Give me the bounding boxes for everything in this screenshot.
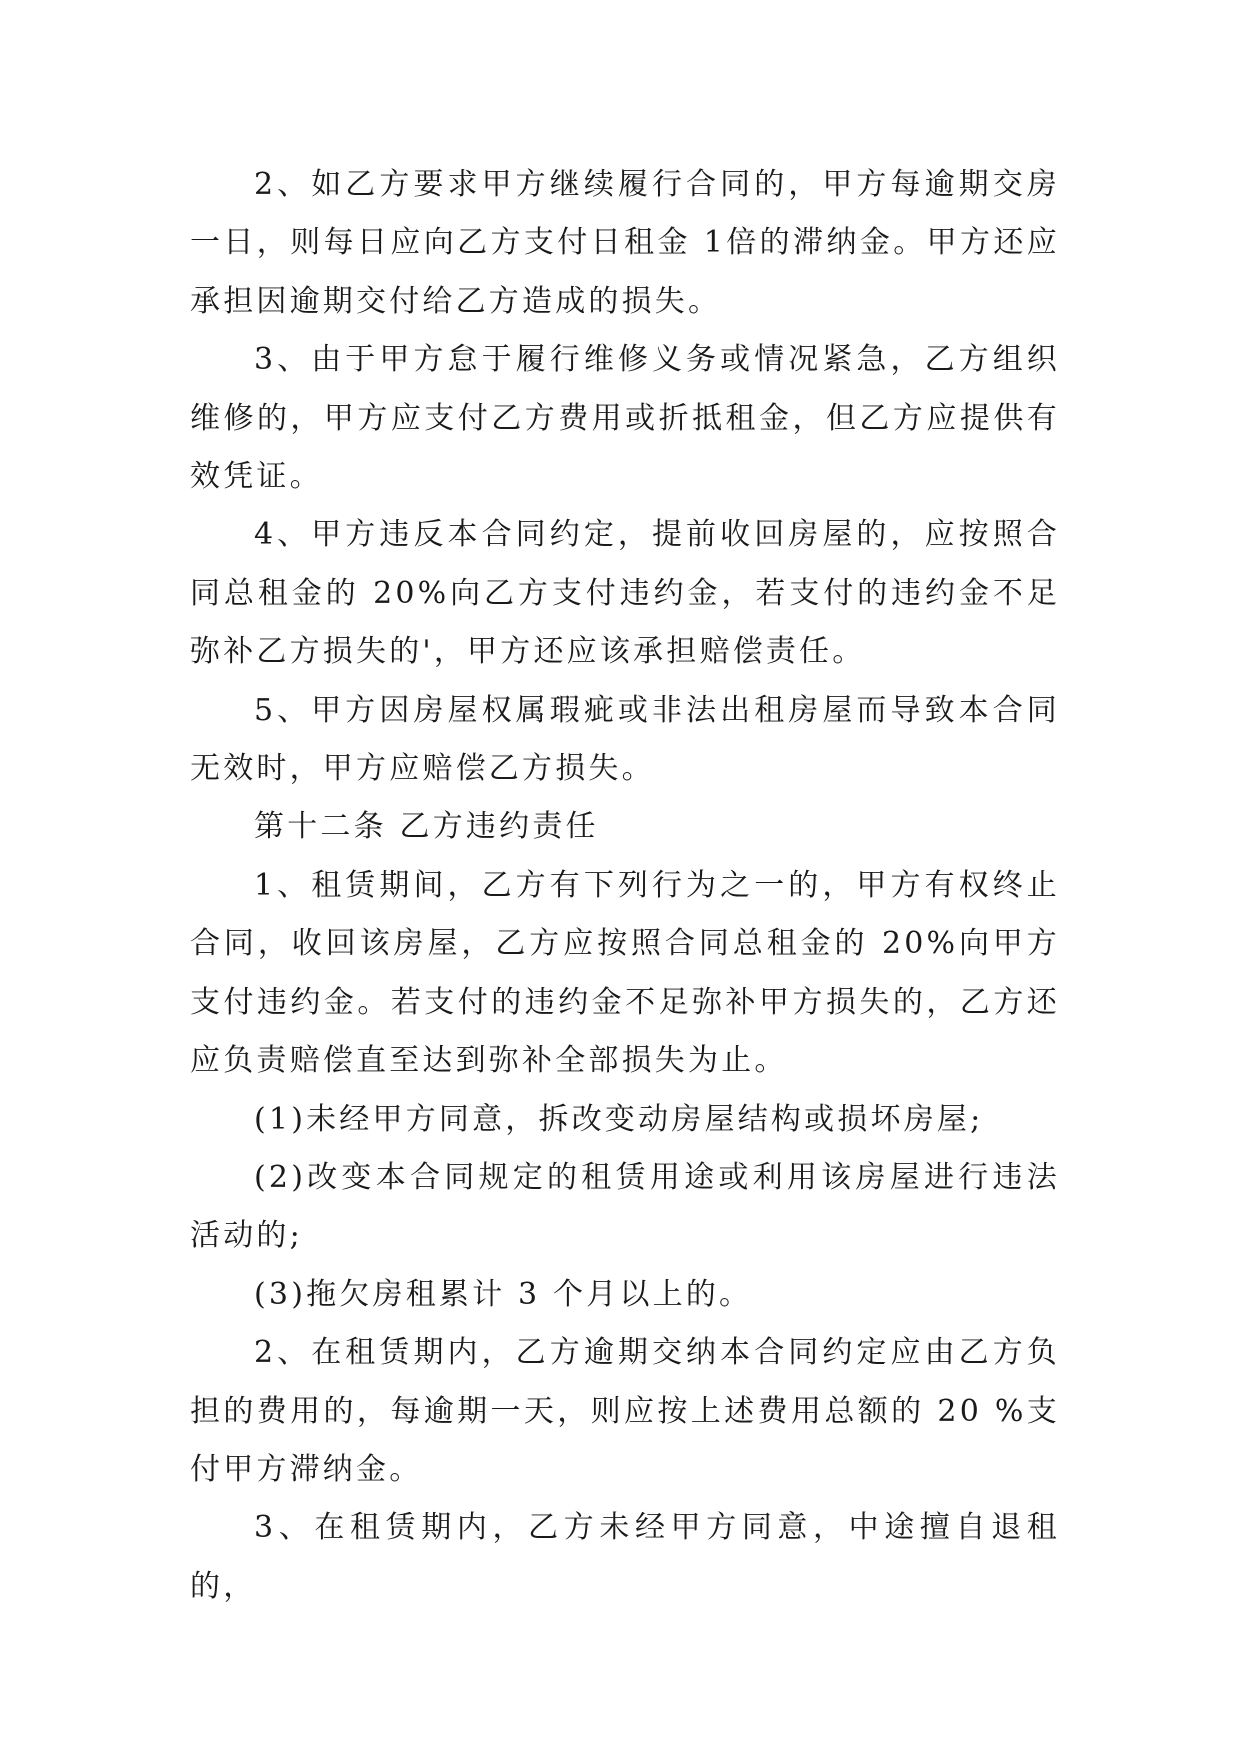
paragraph-landlord-repair: 3、由于甲方怠于履行维修义务或情况紧急，乙方组织维修的，甲方应支付乙方费用或折抵租金，但乙方应提供有效凭证。: [190, 342, 1060, 495]
document-body: [190, 156, 1060, 1616]
paragraph-landlord-late-delivery: 2、如乙方要求甲方继续履行合同的，甲方每逾期交房一日，则每日应向乙方支付日租金 1倍的滞纳金。甲方还应承担因逾期交付给乙方造成的损失。: [190, 167, 1060, 319]
list-item-rent-arrears: (3)拖欠房租累计 3 个月以上的。: [254, 1276, 753, 1312]
section-heading-article-12: 第十二条 乙方违约责任: [254, 809, 599, 845]
list-item-structure-change: (1)未经甲方同意，拆改变动房屋结构或损坏房屋;: [254, 1101, 984, 1137]
paragraph-tenant-late-fees: 2、在租赁期内，乙方逾期交纳本合同约定应由乙方负担的费用的，每逾期一天，则应按上述费用总额的 20 %支付甲方滞纳金。: [190, 1335, 1060, 1487]
paragraph-tenant-termination: 1、租赁期间，乙方有下列行为之一的，甲方有权终止合同，收回该房屋，乙方应按照合同总租金的 20%向甲方支付违约金。若支付的违约金不足弥补甲方损失的，乙方还应负责赔偿直至达到弥补全部损失为止。: [190, 867, 1060, 1079]
list-item-illegal-use: (2)改变本合同规定的租赁用途或利用该房屋进行违法活动的;: [190, 1159, 1060, 1254]
paragraph-landlord-title-defect: 5、甲方因房屋权属瑕疵或非法出租房屋而导致本合同无效时，甲方应赔偿乙方损失。: [190, 692, 1060, 787]
paragraph-landlord-early-recovery: 4、甲方违反本合同约定，提前收回房屋的，应按照合同总租金的 20%向乙方支付违约金，若支付的违约金不足弥补乙方损失的'，甲方还应该承担赔偿责任。: [190, 517, 1060, 670]
paragraph-tenant-early-exit: 3、在租赁期内，乙方未经甲方同意，中途擅自退租的，: [190, 1510, 1060, 1604]
